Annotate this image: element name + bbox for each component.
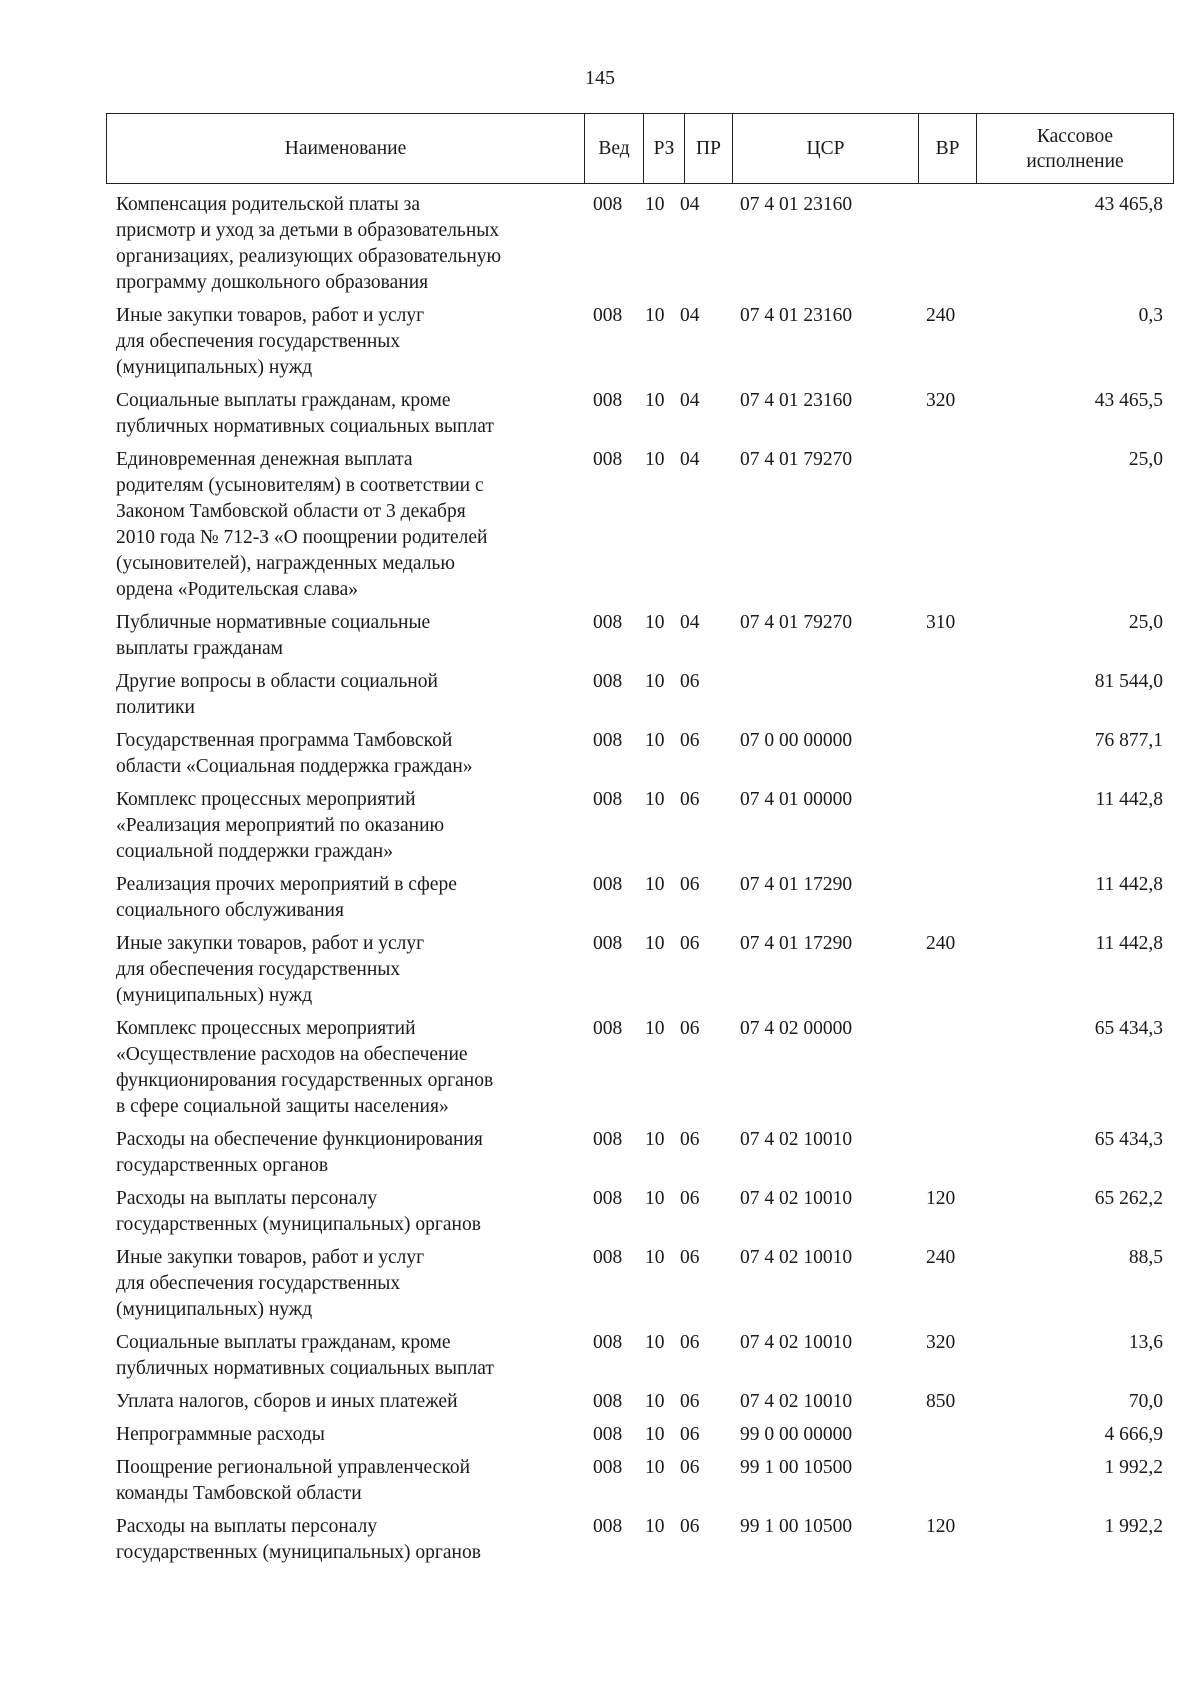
row-name: Государственная программа Тамбовской области «Социальная поддержка граждан» — [116, 730, 473, 777]
row-csr: 07 4 01 23160 — [740, 194, 853, 215]
row-name: Иные закупки товаров, работ и услуг для обеспечения государственных (муниципальных) нужд — [116, 933, 425, 1006]
row-name: Другие вопросы в области социальной политики — [116, 671, 438, 718]
header-csr: ЦСР — [733, 114, 919, 183]
table-body — [116, 192, 1174, 1573]
row-rz: 10 — [645, 449, 665, 470]
row-ved: 008 — [593, 390, 623, 411]
row-name: Единовременная денежная выплата родителям (усыновителям) в соответствии с Законом Тамбовской области от 3 декабря 2010 года № 712-З «О поощрении родителей (усыновителей), награжденных медалью ордена «Родительская слава» — [116, 449, 488, 600]
row-name: Реализация прочих мероприятий в сфере социального обслуживания — [116, 874, 457, 921]
table-row — [116, 610, 1174, 662]
row-rz: 10 — [645, 1457, 665, 1478]
table-row — [116, 728, 1174, 780]
row-rz: 10 — [645, 1129, 665, 1150]
row-pr: 06 — [680, 1018, 700, 1039]
table-row — [116, 303, 1174, 381]
row-csr: 07 4 02 10010 — [740, 1129, 853, 1150]
row-rz: 10 — [645, 671, 665, 692]
row-rz: 10 — [645, 789, 665, 810]
row-amount: 1 992,2 — [1104, 1457, 1163, 1478]
row-pr: 06 — [680, 730, 700, 751]
row-csr: 07 4 01 17290 — [740, 933, 853, 954]
row-ved: 008 — [593, 1188, 623, 1209]
row-rz: 10 — [645, 1516, 665, 1537]
row-csr: 99 0 00 00000 — [740, 1424, 853, 1445]
header-pr: ПР — [685, 114, 733, 183]
row-ved: 008 — [593, 1129, 623, 1150]
row-amount: 65 434,3 — [1094, 1129, 1163, 1150]
row-csr: 07 4 01 79270 — [740, 612, 853, 633]
row-csr: 07 4 01 00000 — [740, 789, 853, 810]
row-csr: 07 4 02 10010 — [740, 1391, 853, 1412]
row-vr: 240 — [926, 1247, 956, 1268]
row-name: Социальные выплаты гражданам, кроме публичных нормативных социальных выплат — [116, 390, 494, 437]
row-pr: 06 — [680, 1129, 700, 1150]
row-pr: 04 — [680, 449, 700, 470]
row-csr: 99 1 00 10500 — [740, 1457, 853, 1478]
table-header — [106, 113, 1174, 184]
table-row — [116, 1330, 1174, 1382]
row-rz: 10 — [645, 1018, 665, 1039]
row-amount: 11 442,8 — [1095, 874, 1163, 895]
row-pr: 06 — [680, 1391, 700, 1412]
row-rz: 10 — [645, 874, 665, 895]
row-name: Комплекс процессных мероприятий «Осуществление расходов на обеспечение функционирования государственных органов в сфере социальной защиты населения» — [116, 1018, 494, 1117]
row-name: Публичные нормативные социальные выплаты гражданам — [116, 612, 431, 659]
row-amount: 43 465,5 — [1094, 390, 1163, 411]
row-pr: 04 — [680, 305, 700, 326]
row-csr: 07 4 01 17290 — [740, 874, 853, 895]
row-amount: 81 544,0 — [1094, 671, 1163, 692]
table-row — [116, 1016, 1174, 1120]
table-row — [116, 1514, 1174, 1566]
row-rz: 10 — [645, 933, 665, 954]
row-vr: 320 — [926, 1332, 956, 1353]
row-csr: 07 4 02 10010 — [740, 1188, 853, 1209]
table-row — [116, 1245, 1174, 1323]
row-rz: 10 — [645, 390, 665, 411]
row-ved: 008 — [593, 730, 623, 751]
row-rz: 10 — [645, 612, 665, 633]
row-pr: 06 — [680, 933, 700, 954]
row-pr: 06 — [680, 1247, 700, 1268]
row-ved: 008 — [593, 1391, 623, 1412]
row-amount: 70,0 — [1128, 1391, 1163, 1412]
row-pr: 06 — [680, 1188, 700, 1209]
row-vr: 240 — [926, 305, 956, 326]
table-row — [116, 1422, 1174, 1448]
row-ved: 008 — [593, 194, 623, 215]
row-ved: 008 — [593, 1247, 623, 1268]
row-amount: 65 434,3 — [1094, 1018, 1163, 1039]
row-csr: 07 4 02 10010 — [740, 1247, 853, 1268]
table-row — [116, 931, 1174, 1009]
row-csr: 07 4 02 10010 — [740, 1332, 853, 1353]
table-row — [116, 1455, 1174, 1507]
row-ved: 008 — [593, 1457, 623, 1478]
row-rz: 10 — [645, 305, 665, 326]
page-number: 145 — [585, 67, 615, 89]
row-ved: 008 — [593, 671, 623, 692]
row-name: Иные закупки товаров, работ и услуг для обеспечения государственных (муниципальных) нужд — [116, 1247, 425, 1320]
row-rz: 10 — [645, 1247, 665, 1268]
table-row — [116, 787, 1174, 865]
header-vr: ВР — [919, 114, 977, 183]
row-vr: 240 — [926, 933, 956, 954]
row-pr: 06 — [680, 1424, 700, 1445]
row-csr: 07 4 01 79270 — [740, 449, 853, 470]
row-rz: 10 — [645, 194, 665, 215]
row-csr: 07 4 01 23160 — [740, 390, 853, 411]
row-csr: 07 0 00 00000 — [740, 730, 853, 751]
row-ved: 008 — [593, 1424, 623, 1445]
row-name: Расходы на выплаты персоналу государственных (муниципальных) органов — [116, 1516, 481, 1563]
row-pr: 06 — [680, 789, 700, 810]
row-name: Расходы на обеспечение функционирования государственных органов — [116, 1129, 483, 1176]
row-amount: 65 262,2 — [1094, 1188, 1163, 1209]
row-pr: 04 — [680, 612, 700, 633]
header-rz: РЗ — [644, 114, 685, 183]
row-pr: 06 — [680, 1516, 700, 1537]
row-ved: 008 — [593, 305, 623, 326]
row-rz: 10 — [645, 1188, 665, 1209]
header-amount: Кассовое исполнение — [1026, 125, 1124, 172]
row-ved: 008 — [593, 1332, 623, 1353]
row-amount: 4 666,9 — [1104, 1424, 1163, 1445]
row-rz: 10 — [645, 1391, 665, 1412]
table-row — [116, 1389, 1174, 1415]
row-amount: 25,0 — [1128, 449, 1163, 470]
table-row — [116, 388, 1174, 440]
row-name: Расходы на выплаты персоналу государственных (муниципальных) органов — [116, 1188, 481, 1235]
row-vr: 120 — [926, 1188, 956, 1209]
row-ved: 008 — [593, 612, 623, 633]
row-vr: 120 — [926, 1516, 956, 1537]
row-amount: 1 992,2 — [1104, 1516, 1163, 1537]
row-ved: 008 — [593, 933, 623, 954]
row-pr: 06 — [680, 874, 700, 895]
row-amount: 25,0 — [1128, 612, 1163, 633]
row-name: Поощрение региональной управленческой команды Тамбовской области — [116, 1457, 471, 1504]
row-amount: 11 442,8 — [1095, 789, 1163, 810]
row-pr: 06 — [680, 1457, 700, 1478]
row-vr: 310 — [926, 612, 956, 633]
row-csr: 07 4 01 23160 — [740, 305, 853, 326]
row-vr: 320 — [926, 390, 956, 411]
row-name: Иные закупки товаров, работ и услуг для обеспечения государственных (муниципальных) нужд — [116, 305, 425, 378]
row-pr: 06 — [680, 1332, 700, 1353]
row-amount: 11 442,8 — [1095, 933, 1163, 954]
row-amount: 76 877,1 — [1094, 730, 1163, 751]
row-pr: 06 — [680, 671, 700, 692]
row-amount: 43 465,8 — [1094, 194, 1163, 215]
row-amount: 13,6 — [1128, 1332, 1163, 1353]
row-name: Непрограммные расходы — [116, 1424, 325, 1445]
table-row — [116, 872, 1174, 924]
row-csr: 07 4 02 00000 — [740, 1018, 853, 1039]
row-ved: 008 — [593, 789, 623, 810]
table-row — [116, 447, 1174, 603]
row-ved: 008 — [593, 1018, 623, 1039]
row-amount: 0,3 — [1138, 305, 1163, 326]
row-name: Уплата налогов, сборов и иных платежей — [116, 1391, 458, 1412]
row-name: Компенсация родительской платы за присмотр и уход за детьми в образовательных организациях, реализующих образовательную программу дошкольного образования — [116, 194, 502, 293]
row-csr: 99 1 00 10500 — [740, 1516, 853, 1537]
row-amount: 88,5 — [1128, 1247, 1163, 1268]
table-row — [116, 1127, 1174, 1179]
table-row — [116, 1186, 1174, 1238]
row-ved: 008 — [593, 449, 623, 470]
row-vr: 850 — [926, 1391, 956, 1412]
table-row — [116, 669, 1174, 721]
table-row — [116, 192, 1174, 296]
row-name: Комплекс процессных мероприятий «Реализация мероприятий по оказанию социальной поддержки граждан» — [116, 789, 445, 862]
row-pr: 04 — [680, 390, 700, 411]
header-name: Наименование — [107, 114, 585, 183]
row-rz: 10 — [645, 1332, 665, 1353]
row-ved: 008 — [593, 1516, 623, 1537]
header-ved: Вед — [585, 114, 644, 183]
row-name: Социальные выплаты гражданам, кроме публичных нормативных социальных выплат — [116, 1332, 494, 1379]
row-pr: 04 — [680, 194, 700, 215]
row-rz: 10 — [645, 730, 665, 751]
row-ved: 008 — [593, 874, 623, 895]
row-rz: 10 — [645, 1424, 665, 1445]
